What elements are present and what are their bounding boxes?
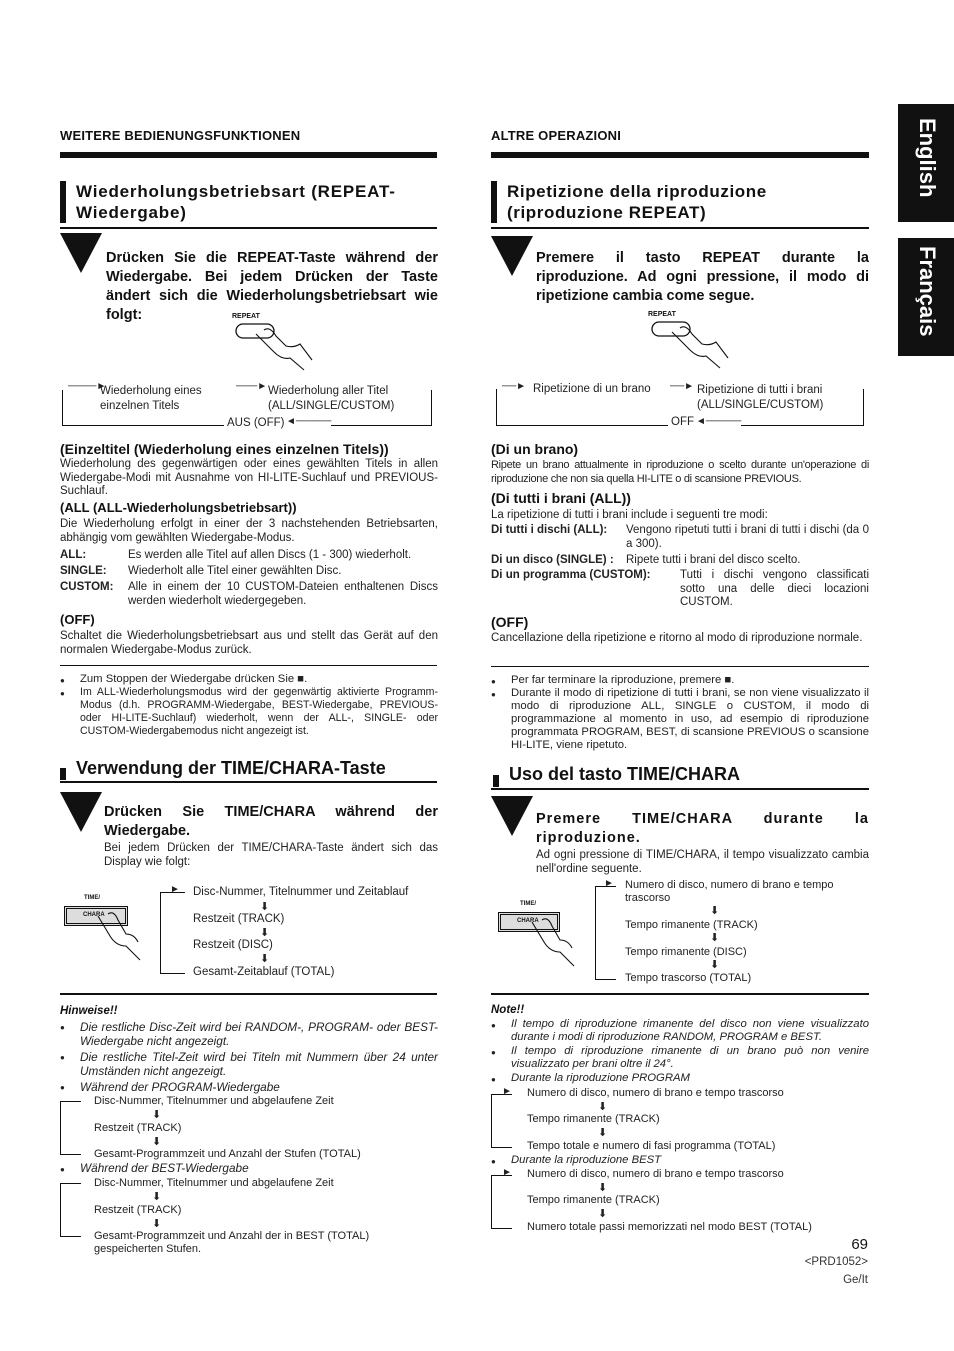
- left-notes-title: Hinweise!!: [60, 1005, 118, 1017]
- list-item: ● Die restliche Disc-Zeit wird bei RANDOM-, PROGRAM- oder BEST-Wiedergabe nicht angezeigt.: [60, 1020, 438, 1048]
- right-single-title: (Di un brano): [491, 441, 579, 457]
- right-repeat-hand-icon: [650, 320, 730, 370]
- right-time-body: Ad ogni pressione di TIME/CHARA, il tempo visualizzato cambia nell'ordine seguente.: [536, 849, 869, 875]
- right-time-f3: Tempo rimanente (DISC): [625, 946, 747, 958]
- right-singlemode-key: Di un disco (SINGLE) :: [491, 554, 614, 566]
- right-best-b3: Numero totale passi memorizzati nel modo BEST (TOTAL): [527, 1221, 812, 1233]
- left-all-body: Die Wiederholung erfolgt in einer der 3 nachstehenden Betriebsarten, abhängig vom gewählten Wiedergabe-Modus.: [60, 518, 438, 544]
- right-custom-key: Di un programma (CUSTOM):: [491, 569, 651, 581]
- right-repeat-pointer: [491, 236, 533, 276]
- left-custom-key: CUSTOM:: [60, 581, 114, 593]
- tab-english-label: English: [915, 118, 940, 198]
- right-all-title: (Di tutti i brani (ALL)): [491, 490, 631, 506]
- left-notes-list: [60, 1020, 438, 1094]
- right-off-title: (OFF): [491, 614, 529, 630]
- right-off-body: Cancellazione della ripetizione e ritorno al modo di riproduzione normale.: [491, 632, 863, 644]
- left-time-f4: Gesamt-Zeitablauf (TOTAL): [193, 966, 335, 978]
- left-singlemode-key: SINGLE:: [60, 565, 107, 577]
- left-notes-rule: [60, 993, 437, 995]
- right-repeat-instruction: Premere il tasto REPEAT durante la riproduzione. Ad ogni pressione, il modo di ripetizione cambia come segue.: [536, 250, 869, 304]
- left-prog-p1: Disc-Nummer, Titelnummer und abgelaufene Zeit: [94, 1095, 334, 1107]
- right-bullets-rule: [491, 666, 869, 667]
- left-all-title: (ALL (ALL-Wiederholungsbetriebsart)): [60, 500, 297, 515]
- right-notes-list-2: [491, 1154, 869, 1167]
- left-best-b3: Gesamt-Programmzeit und Anzahl der in BEST (TOTAL) gespeicherten Stufen.: [94, 1230, 370, 1255]
- left-repeat-arrow2: ───►: [236, 381, 268, 392]
- right-prog-p2: Tempo rimanente (TRACK): [527, 1113, 660, 1125]
- right-best-arrow2: ⬇: [598, 1208, 608, 1220]
- left-repeat-arrow1: ────►: [68, 381, 107, 392]
- left-time-f1: Disc-Nummer, Titelnummer und Zeitablauf: [193, 886, 409, 898]
- right-single-body: Ripete un brano attualmente in riproduzione o scelto durante un'operazione di riproduzione che non sia quella HI-LITE o di scansione PREVIOUS.: [491, 459, 869, 485]
- left-repeat-bullets: [60, 673, 438, 738]
- right-repeat-bullets: [491, 674, 869, 752]
- right-repeat-arrow2: ──►: [670, 381, 695, 392]
- left-off-body: Schaltet die Wiederholungsbetriebsart aus und stellt das Gerät auf den normalen Wiedergabe-Modus zurück.: [60, 630, 438, 656]
- left-repeat-button-label: REPEAT: [232, 313, 260, 320]
- left-best-b2: Restzeit (TRACK): [94, 1204, 182, 1216]
- right-best-b1: Numero di disco, numero di brano e tempo trascorso: [527, 1168, 784, 1180]
- left-time-instruction: Drücken Sie TIME/CHARA während der Wiedergabe.: [104, 804, 438, 839]
- left-prog-p2: Restzeit (TRACK): [94, 1122, 182, 1134]
- left-time-flow-head: ►: [170, 884, 180, 895]
- right-time-f2: Tempo rimanente (TRACK): [625, 919, 758, 931]
- right-repeat-button-label: REPEAT: [648, 311, 676, 318]
- right-prog-flow-loop: [491, 1094, 512, 1148]
- left-bullets-rule: [60, 665, 437, 666]
- language-code: Ge/It: [843, 1274, 868, 1286]
- list-item: ● Durante la riproduzione PROGRAM: [491, 1072, 869, 1085]
- right-time-instruction: Premere TIME/CHARA durante la riproduzione.: [536, 811, 869, 846]
- left-repeat-flow-a: Wiederholung eines einzelnen Titels: [100, 384, 225, 414]
- left-notes-list-2: [60, 1162, 438, 1175]
- left-time-arrow2: ⬇: [260, 927, 270, 939]
- right-repeat-flow-a: Ripetizione di un brano: [533, 383, 651, 395]
- right-all-body: La ripetizione di tutti i brani include i seguenti tre modi:: [491, 509, 768, 521]
- left-repeat-title: Wiederholungsbetriebsart (REPEAT-Wiedergabe): [60, 181, 436, 223]
- list-item: ● Die restliche Titel-Zeit wird bei Titeln mit Nummern über 24 unter Umständen nicht angezeigt.: [60, 1050, 438, 1078]
- left-prog-arrow1: ⬇: [152, 1109, 162, 1121]
- right-time-arrow1: ⬇: [710, 905, 720, 917]
- left-custom-val: Alle in einem der 10 CUSTOM-Dateien enthaltenen Discs werden wiederholt wiedergegeben.: [128, 581, 438, 607]
- right-custom-val: Tutti i dischi vengono classificati sotto una delle dieci locazioni CUSTOM.: [680, 569, 869, 608]
- right-time-flow-loop: [595, 886, 616, 980]
- right-repeat-arrow3: ◄─────: [696, 416, 742, 427]
- right-notes-list: [491, 1018, 869, 1085]
- left-prog-p3: Gesamt-Programmzeit und Anzahl der Stufen (TOTAL): [94, 1148, 361, 1160]
- list-item: ● Il tempo di riproduzione rimanente di un brano può non venire visualizzato per brani oltre il 24°.: [491, 1045, 869, 1071]
- left-prog-arrow2: ⬇: [152, 1136, 162, 1148]
- right-time-button-top: TIME/: [520, 901, 536, 907]
- right-time-hand-icon: [530, 918, 580, 968]
- right-notes-title: Note!!: [491, 1004, 525, 1016]
- left-singlemode-val: Wiederholt alle Titel einer gewählten Disc.: [128, 565, 342, 577]
- right-prog-arrow2: ⬇: [598, 1127, 608, 1139]
- left-all-val: Es werden alle Titel auf allen Discs (1 - 300) wiederholt.: [128, 549, 412, 561]
- right-time-pointer: [491, 796, 533, 836]
- left-chara-button-label: CHARA: [83, 912, 105, 918]
- left-section-header: WEITERE BEDIENUNGSFUNKTIONEN: [60, 128, 301, 143]
- left-time-arrow1: ⬇: [260, 901, 270, 913]
- left-time-title: Verwendung der TIME/CHARA-Taste: [76, 758, 386, 778]
- model-code: <PRD1052>: [804, 1256, 868, 1268]
- tab-english: [898, 104, 954, 222]
- right-best-head: ►: [502, 1167, 512, 1178]
- left-repeat-flow-b: Wiederholung aller Titel (ALL/SINGLE/CUSTOM): [268, 384, 413, 414]
- left-single-body: Wiederholung des gegenwärtigen oder eines gewählten Titels in allen Wiedergabe-Modi mit Ausnahme von HI-LITE-Suchlauf und PREVIOUS-Suchlauf.: [60, 458, 438, 497]
- right-time-arrow3: ⬇: [710, 959, 720, 971]
- left-time-arrow3: ⬇: [260, 953, 270, 965]
- left-best-arrow2: ⬇: [152, 1218, 162, 1230]
- left-time-hand-icon: [96, 912, 146, 962]
- right-repeat-flow-off: OFF: [668, 416, 697, 428]
- left-best-flow-loop: [60, 1183, 81, 1237]
- list-item: ● Per far terminare la riproduzione, premere ■.: [491, 674, 869, 687]
- right-time-f1: Numero di disco, numero di brano e tempo trascorso: [625, 879, 834, 904]
- page-number: 69: [851, 1236, 868, 1253]
- right-repeat-flow-b: Ripetizione di tutti i brani (ALL/SINGLE/CUSTOM): [697, 383, 847, 413]
- left-all-key: ALL:: [60, 549, 87, 561]
- left-prog-flow-loop: [60, 1101, 81, 1155]
- right-singlemode-val: Ripete tutti i brani del disco scelto.: [626, 554, 801, 566]
- right-repeat-title: Ripetizione della riproduzione (riproduzione REPEAT): [491, 181, 867, 223]
- right-time-arrow2: ⬇: [710, 932, 720, 944]
- left-repeat-hand-icon: [234, 322, 314, 372]
- right-notes-rule: [491, 993, 869, 995]
- left-header-rule: [60, 152, 437, 158]
- left-repeat-instruction: Drücken Sie die REPEAT-Taste während der Wiedergabe. Bei jedem Drücken der Taste ändert sich die Wiederholungsbetriebsart wie folgt:: [106, 250, 438, 323]
- right-header-rule: [491, 152, 869, 158]
- right-time-f4: Tempo trascorso (TOTAL): [625, 972, 752, 984]
- right-time-title: Uso del tasto TIME/CHARA: [509, 764, 741, 784]
- right-all-val: Vengono ripetuti tutti i brani di tutti i dischi (da 0 a 300).: [626, 524, 869, 550]
- left-best-b1: Disc-Nummer, Titelnummer und abgelaufene Zeit: [94, 1177, 334, 1189]
- left-repeat-pointer: [60, 233, 102, 273]
- right-prog-head: ►: [502, 1086, 512, 1097]
- tab-francais-label: Français: [915, 246, 940, 337]
- right-best-flow-loop: [491, 1175, 512, 1229]
- list-item: ● Il tempo di riproduzione rimanente del disco non viene visualizzato durante i modi di riproduzione RANDOM, PROGRAM e BEST.: [491, 1018, 869, 1044]
- left-time-f3: Restzeit (DISC): [193, 939, 273, 951]
- right-time-title-rule: [491, 788, 869, 790]
- right-chara-button-label: CHARA: [517, 918, 539, 924]
- right-all-key: Di tutti i dischi (ALL):: [491, 524, 608, 536]
- right-prog-arrow1: ⬇: [598, 1101, 608, 1113]
- right-time-flow-head: ►: [604, 878, 614, 889]
- list-item: ● Während der PROGRAM-Wiedergabe: [60, 1080, 438, 1094]
- right-section-header: ALTRE OPERAZIONI: [491, 128, 622, 143]
- tab-francais: [898, 238, 954, 356]
- left-time-f2: Restzeit (TRACK): [193, 913, 285, 925]
- left-single-title: (Einzeltitel (Wiederholung eines einzelnen Titels)): [60, 441, 389, 457]
- list-item: ● Durante il modo di ripetizione di tutti i brani, se non viene visualizzato il modo di riproduzione ALL, SINGLE o CUSTOM, il modo di programmazione al momento in uso, ad esempio di riproduzione programmata PROGRAM, BEST, di scansione PREVIOUS o scansione HI-LITE, viene ripetuto.: [491, 687, 869, 752]
- right-best-arrow1: ⬇: [598, 1182, 608, 1194]
- left-time-pointer: [60, 792, 102, 832]
- left-repeat-flow-off: AUS (OFF): [224, 417, 288, 429]
- right-prog-p1: Numero di disco, numero di brano e tempo trascorso: [527, 1087, 784, 1099]
- left-best-arrow1: ⬇: [152, 1191, 162, 1203]
- left-repeat-title-rule: [60, 227, 437, 229]
- right-prog-p3: Tempo totale e numero di fasi programma (TOTAL): [527, 1140, 776, 1152]
- left-time-flow-loop: [160, 892, 185, 974]
- list-item: ● Zum Stoppen der Wiedergabe drücken Sie ■.: [60, 673, 438, 686]
- left-off-title: (OFF): [60, 612, 95, 627]
- list-item: ● Im ALL-Wiederholungsmodus wird der gegenwärtig aktivierte Programm-Modus (d.h. PROGRAMM-Wiedergabe, BEST-Wiedergabe, PREVIOUS-oder HI-LITE-Suchlauf) wiederholt, wenn der ALL-, SINGLE- oder CUSTOM-Wiedergabemodus nicht angezeigt ist.: [60, 686, 438, 738]
- left-time-button-top: TIME/: [84, 895, 100, 901]
- left-time-title-rule: [60, 781, 437, 783]
- list-item: ● Während der BEST-Wiedergabe: [60, 1162, 438, 1175]
- right-repeat-arrow1: ──►: [502, 381, 527, 392]
- right-repeat-title-rule: [491, 227, 869, 229]
- list-item: ● Durante la riproduzione BEST: [491, 1154, 869, 1167]
- left-time-body: Bei jedem Drücken der TIME/CHARA-Taste ändert sich das Display wie folgt:: [104, 842, 438, 868]
- left-repeat-arrow3: ◄─────: [286, 416, 332, 427]
- right-best-b2: Tempo rimanente (TRACK): [527, 1194, 660, 1206]
